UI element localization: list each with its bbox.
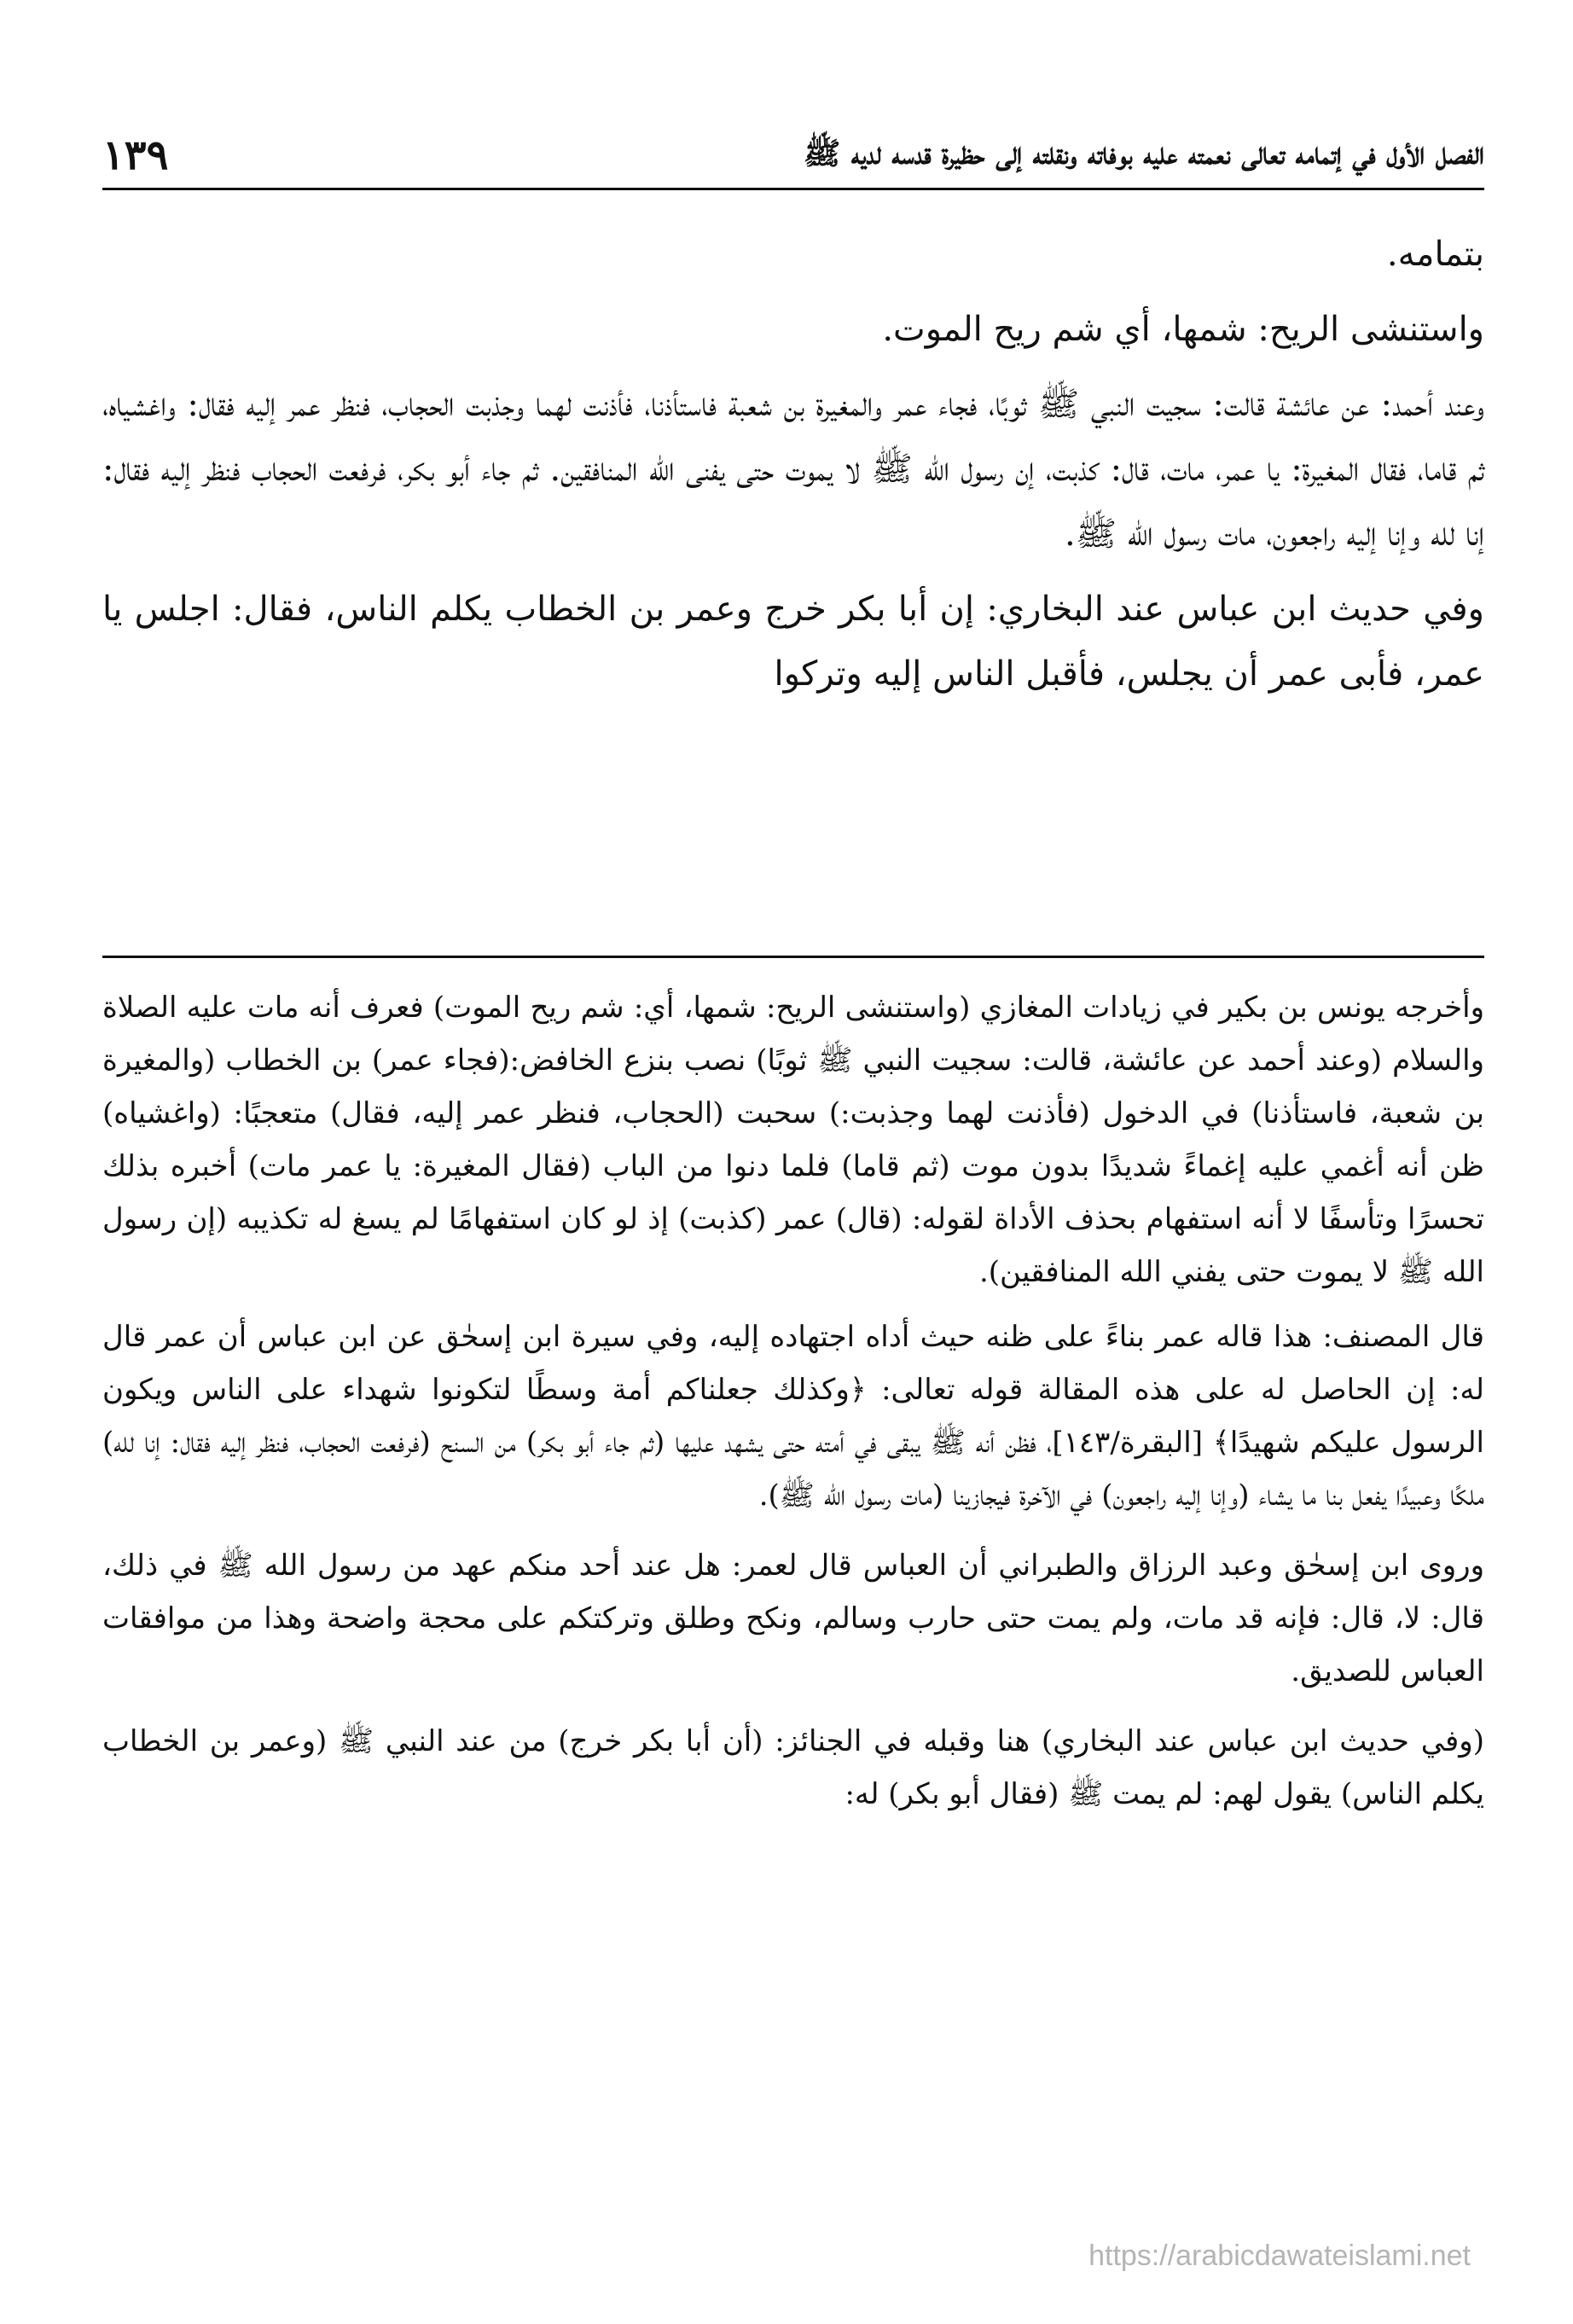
commentary-paragraph: وروى ابن إسحٰق وعبد الرزاق والطبراني أن العباس قال لعمر: هل عند أحد منكم عهد من رسول الله ﷺ في ذلك، قال: لا، قال: فإنه قد مات، ولم يمت حتى حارب وسالم، ونكح وطلق وتركتكم على محجة واضحة وهذا من موافقات العباس للصديق. bbox=[102, 1548, 1484, 1688]
main-paragraph: وعند أحمد: عن عائشة قالت: سجيت النبي ﷺ ثوبًا، فجاء عمر والمغيرة بن شعبة فاستأذنا، فأذنت لهما وجذبت الحجاب، فنظر عمر إليه فقال: واغشياه، ثم قاما، فقال المغيرة: يا عمر، مات، قال: كذبت، إن رسول الله ﷺ لا يموت حتى يفنى الله المنافقين. ثم جاء أبو بكر، فرفعت الحجاب فنظر إليه فقال: إنا لله وإنا إليه راجعون، مات رسول الله ﷺ. bbox=[102, 385, 1484, 554]
book-page bbox=[102, 77, 1484, 2261]
main-paragraph: بتمامه. bbox=[1386, 235, 1484, 274]
page-number: ١٣٩ bbox=[102, 131, 169, 179]
commentary-paragraph: قال المصنف: هذا قاله عمر بناءً على ظنه حيث أداه اجتهاده إليه، وفي سيرة ابن إسحٰق عن ابن عباس أن عمر قال له: إن الحاصل له على هذه المقالة قوله تعالى: ﴿وكذلك جعلناكم أمة وسطًا لتكونوا شهداء على الناس ويكون الرسول عليكم شهيدًا﴾ [البقرة/١٤٣]، فظن أنه ﷺ يبقى في أمته حتى يشهد عليها (ثم جاء أبو بكر) من السنح (فرفعت الحجاب، فنظر إليه فقال: إنا لله) ملكًا وعبيدًا يفعل بنا ما يشاء (وإنا إليه راجعون) في الآخرة فيجازينا (مات رسول الله ﷺ). bbox=[102, 1320, 1484, 1513]
page-header bbox=[102, 111, 1484, 190]
main-paragraph: وفي حديث ابن عباس عند البخاري: إن أبا بكر خرج وعمر بن الخطاب يكلم الناس، فقال: اجلس يا عمر، فأبى عمر أن يجلس، فأقبل الناس إليه وتركوا bbox=[102, 590, 1484, 694]
chapter-title: الفصل الأول في إتمامه تعالى نعمته عليه بوفاته ونقلته إلى حظيرة قدسه لديه ﷺ bbox=[803, 136, 1484, 171]
main-text bbox=[102, 222, 1484, 717]
watermark-url: https://arabicdawateislami.net bbox=[1088, 2240, 1471, 2272]
commentary-paragraph: (وفي حديث ابن عباس عند البخاري) هنا وقبله في الجنائز: (أن أبا بكر خرج) من عند النبي ﷺ (وعمر بن الخطاب يكلم الناس) يقول لهم: لم يمت ﷺ (فقال أبو بكر) له: bbox=[102, 1724, 1484, 1811]
main-paragraph: واستنشى الريح: شمها، أي شم ريح الموت. bbox=[882, 310, 1484, 349]
commentary-paragraph: وأخرجه يونس بن بكير في زيادات المغازي (واستنشى الريح: شمها، أي: شم ريح الموت) فعرف أنه مات عليه الصلاة والسلام (وعند أحمد عن عائشة، قالت: سجيت النبي ﷺ ثوبًا) نصب بنزع الخافض:(فجاء عمر) بن الخطاب (والمغيرة بن شعبة، فاستأذنا) في الدخول (فأذنت لهما وجذبت:) سحبت (الحجاب، فنظر عمر إليه، فقال) متعجبًا: (واغشياه) ظن أنه أغمي عليه إغماءً شديدًا بدون موت (ثم قاما) فلما دنوا من الباب (فقال المغيرة: يا عمر مات) أخبره بذلك تحسرًا وتأسفًا لا أنه استفهام بحذف الأداة لقوله: (قال) عمر (كذبت) إذ لو كان استفهامًا لم يسغ له تكذيبه (إن رسول الله ﷺ لا يموت حتى يفني الله المنافقين). bbox=[102, 991, 1484, 1289]
commentary-text bbox=[102, 981, 1484, 1833]
footnote-separator bbox=[102, 956, 1484, 958]
